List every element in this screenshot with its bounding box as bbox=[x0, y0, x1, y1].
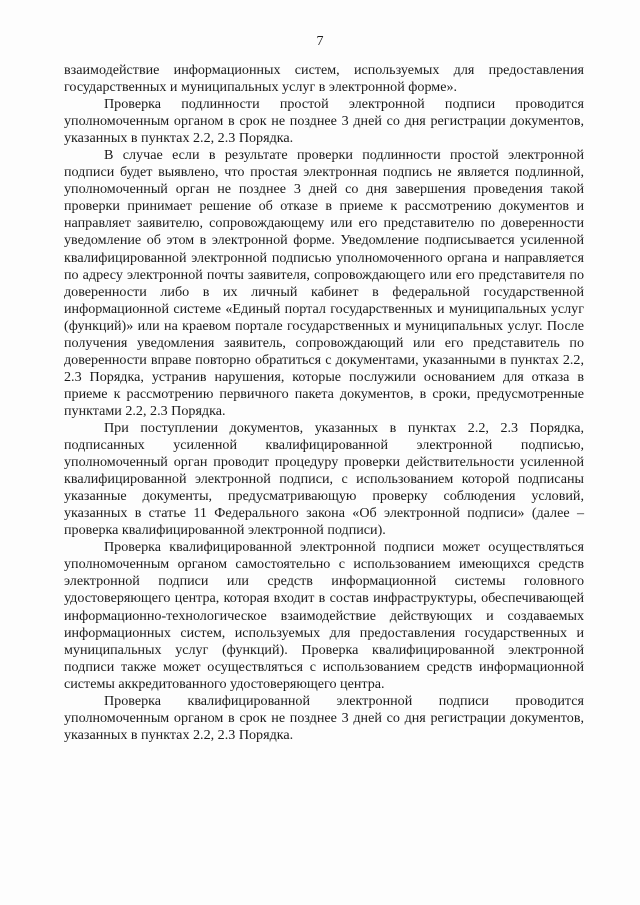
document-body bbox=[64, 62, 584, 744]
page-number: 7 bbox=[316, 34, 324, 49]
paragraph-invalid-signature-refusal: В случае если в результате проверки подлинности простой электронной подписи будет выявлено, что простая электронная подпись не является подлинной, уполномоченный орган не позднее 3 дней со дня завершения проведения такой проверки принимает решение об отказе в приеме к рассмотрению документов и направляет заявителю, сопровождающему или его представителю по доверенности уведомление об этом в электронной форме. Уведомление подписывается усиленной квалифицированной электронной подписью уполномоченного органа и направляется по адресу электронной почты заявителя, сопровождающего или его представителя по доверенности либо в их личный кабинет в федеральной государственной информационной системе «Единый портал государственных и муниципальных услуг (функций)» или на краевом портале государственных и муниципальных услуг. После получения уведомления заявитель, сопровождающий или его представитель по доверенности вправе повторно обратиться с документами, указанными в пунктах 2.2, 2.3 Порядка, устранив нарушения, которые послужили основанием для отказа в приеме к рассмотрению первичного пакета документов, в сроки, предусмотренные пунктами 2.2, 2.3 Порядка. bbox=[64, 147, 584, 419]
paragraph-qualified-signature-procedure: При поступлении документов, указанных в пунктах 2.2, 2.3 Порядка, подписанных усиленной квалифицированной электронной подписью, уполномоченный орган проводит процедуру проверки действительности усиленной квалифицированной электронной подписи, с использованием которой подписаны указанные документы, предусматривающую проверку соблюдения условий, указанных в статье 11 Федерального закона «Об электронной подписи» (далее – проверка квалифицированной электронной подписи). bbox=[64, 419, 584, 539]
paragraph-qualified-signature-means: Проверка квалифицированной электронной подписи может осуществляться уполномоченным органом самостоятельно с использованием имеющихся средств электронной подписи или средств информационной системы головного удостоверяющего центра, которая входит в состав инфраструктуры, обеспечивающей информационно-технологическое взаимодействие действующих и создаваемых информационных систем, используемых для предоставления государственных и муниципальных услуг (функций). Проверка квалифицированной электронной подписи также может осуществляться с использованием средств информационной системы аккредитованного удостоверяющего центра. bbox=[64, 539, 584, 692]
paragraph-simple-signature-check: Проверка подлинности простой электронной подписи проводится уполномоченным органом в срок не позднее 3 дней со дня регистрации документов, указанных в пунктах 2.2, 2.3 Порядка. bbox=[64, 96, 584, 147]
paragraph-intro-continuation: взаимодействие информационных систем, используемых для предоставления государственных и муниципальных услуг в электронной форме». bbox=[64, 62, 584, 96]
paragraph-qualified-signature-deadline: Проверка квалифицированной электронной подписи проводится уполномоченным органом в срок не позднее 3 дней со дня регистрации документов, указанных в пунктах 2.2, 2.3 Порядка. bbox=[64, 692, 584, 743]
